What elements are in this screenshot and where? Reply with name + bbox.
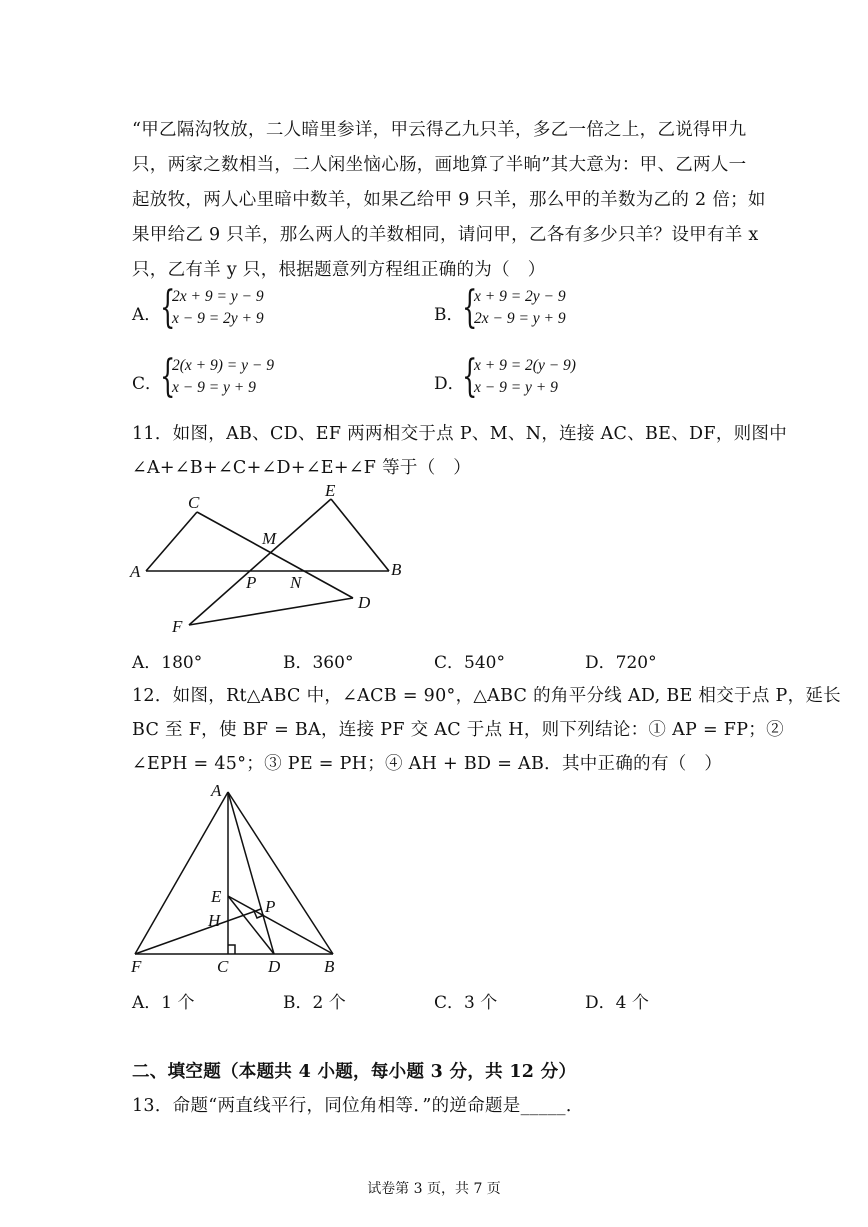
page-footer: 试卷第 3 页，共 7 页 [367,1181,501,1197]
q10-line-3: 起放牧，两人心里暗中数羊，如果乙给甲 9 只羊，那么甲的羊数为乙的 2 倍；如 [132,190,766,210]
segment-fp [135,909,261,954]
label-f: F [131,957,142,976]
label-c: C [217,957,229,976]
q10-option-c-brace: { [160,351,176,402]
label-b: B [391,560,402,579]
q12-line-1: 12．如图，Rt△ABC 中，∠ACB = 90°，△ABC 的角平分线 AD, BE 相交于点 P，延长 [132,686,841,706]
q11-option-d: D．720° [585,653,657,673]
q10-option-b-eq2: 2x − 9 = y + 9 [474,310,566,327]
q10-option-a-eq2: x − 9 = 2y + 9 [172,310,264,327]
q10-option-d-system [474,355,576,399]
q11-option-b: B．360° [283,653,354,673]
segment-fd [189,598,353,625]
section-2-heading: 二、填空题（本题共 4 小题，每小题 3 分，共 12 分） [132,1062,577,1082]
q10-option-d-brace: { [462,351,478,402]
q10-option-a-eq1: 2x + 9 = y − 9 [172,288,264,305]
q10-line-4: 果甲给乙 9 只羊，那么两人的羊数相同，请问甲，乙各有多少只羊？设甲有羊 x [132,225,759,245]
q12-option-a: A．1 个 [132,993,195,1013]
q10-option-d-label: D． [434,374,465,394]
label-a: A [211,781,222,800]
q10-option-d-eq2: x − 9 = y + 9 [474,379,558,396]
label-d: D [358,593,371,612]
label-e: E [325,481,336,500]
segment-ef [189,499,331,625]
label-h: H [208,911,221,930]
label-n: N [290,573,302,592]
segment-ab [228,792,333,954]
label-f: F [172,617,183,636]
q10-option-b-eq1: x + 9 = 2y − 9 [474,288,566,305]
label-p: P [246,573,257,592]
q10-option-c-system [172,355,274,399]
label-c: C [188,493,200,512]
q10-option-c-eq2: x − 9 = y + 9 [172,379,256,396]
segment-ac [146,512,197,571]
right-angle-c [228,945,235,954]
q10-option-a-brace: { [160,282,176,333]
q10-option-a-system [172,286,264,330]
q10-line-2: 只，两家之数相当，二人闲坐恼心肠，画地算了半晌”其大意为：甲、乙两人一 [132,155,747,175]
q12-option-b: B．2 个 [283,993,346,1013]
q13-text: 13．命题“两直线平行，同位角相等．”的逆命题是_____． [132,1096,584,1116]
q10-option-c-eq1: 2(x + 9) = y − 9 [172,357,274,374]
q10-option-c-label: C． [132,374,163,394]
label-p: P [265,897,276,916]
q10-option-a-label: A． [132,305,162,325]
q11-option-c: C．540° [434,653,505,673]
q11-option-a: A．180° [132,653,203,673]
label-a: A [130,562,141,581]
label-b: B [324,957,335,976]
segment-eb [228,896,333,954]
label-e: E [211,887,222,906]
q10-line-1: “甲乙隔沟牧放，二人暗里参详，甲云得乙九只羊，多乙一倍之上，乙说得甲九 [132,120,747,140]
q12-figure [125,778,355,978]
segment-ad [228,792,274,954]
q11-line-2: ∠A+∠B+∠C+∠D+∠E+∠F 等于（ ） [132,458,472,478]
q10-option-d-eq1: x + 9 = 2(y − 9) [474,357,576,374]
q10-option-b-label: B． [434,305,464,325]
q10-line-5: 只，乙有羊 y 只，根据题意列方程组正确的为（ ） [132,260,546,280]
q10-option-b-brace: { [462,282,478,333]
q12-line-2: BC 至 F，使 BF = BA，连接 PF 交 AC 于点 H，则下列结论：① AP = FP；② [132,720,784,740]
segment-cd [197,512,353,598]
q12-option-d: D．4 个 [585,993,649,1013]
q11-line-1: 11．如图，AB、CD、EF 两两相交于点 P、M、N，连接 AC、BE、DF，则图中 [132,424,788,444]
label-m: M [262,529,277,548]
q12-line-3: ∠EPH = 45°；③ PE = PH；④ AH + BD = AB．其中正确的有（ ） [132,754,723,774]
q11-figure [120,480,420,640]
label-d: D [268,957,281,976]
q10-option-b-system [474,286,566,330]
q12-option-c: C．3 个 [434,993,498,1013]
segment-be [331,499,389,571]
